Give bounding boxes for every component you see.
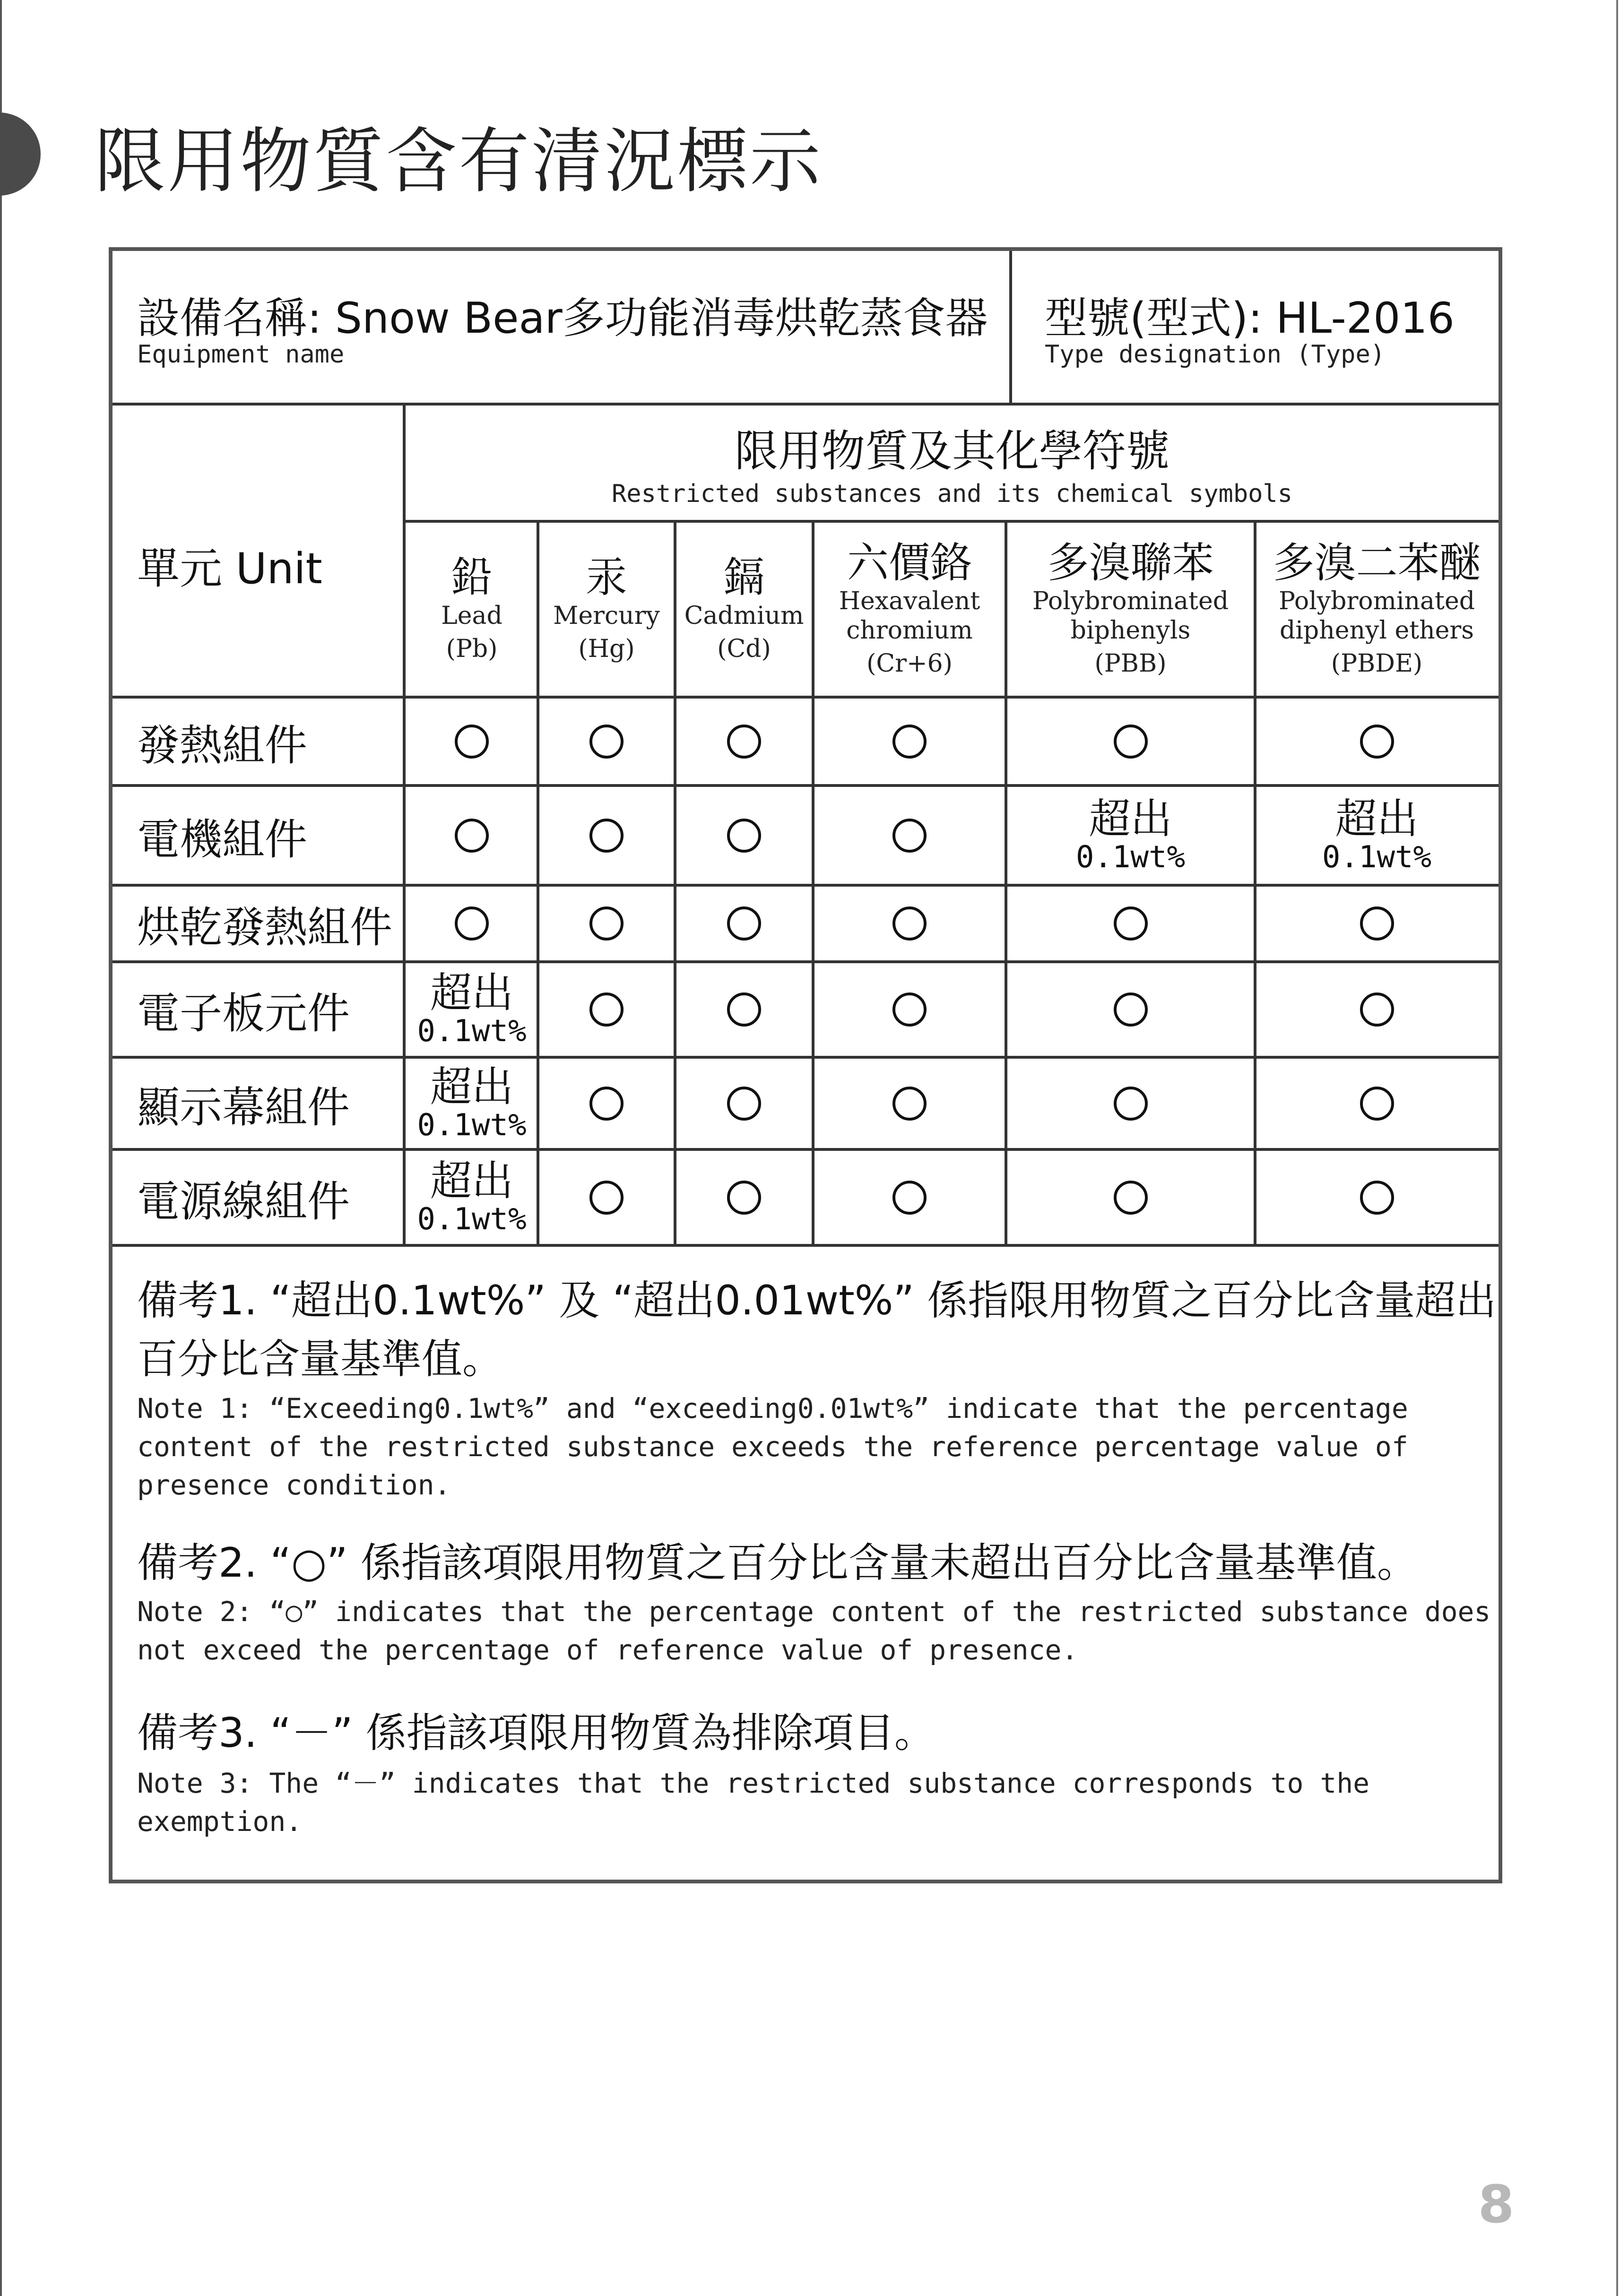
table-rule bbox=[1009, 251, 1012, 403]
below-limit-circle-icon bbox=[1114, 1087, 1148, 1121]
exceeds-limit-mark bbox=[1322, 794, 1432, 875]
substance-name-zh: 多溴聯苯 bbox=[1047, 538, 1214, 587]
type-designation-label: 型號(型式): HL-2016 bbox=[1045, 293, 1455, 343]
below-limit-circle-icon bbox=[1114, 1181, 1148, 1215]
table-cell bbox=[406, 1149, 538, 1245]
table-cell bbox=[406, 885, 538, 962]
substance-name-en: Lead bbox=[441, 602, 502, 630]
substance-name-zh: 六價鉻 bbox=[847, 538, 972, 587]
table-cell bbox=[813, 785, 1006, 885]
below-limit-circle-icon bbox=[727, 725, 761, 759]
table-rule bbox=[812, 520, 814, 1245]
table-rule bbox=[113, 1056, 1499, 1059]
below-limit-circle-icon bbox=[892, 819, 927, 853]
table-cell bbox=[538, 1057, 675, 1149]
substance-name-zh: 鉛 bbox=[450, 553, 493, 602]
table-rule bbox=[113, 784, 1499, 787]
chemical-symbol: (PBDE) bbox=[1331, 649, 1423, 678]
table-cell bbox=[1006, 962, 1255, 1057]
exceeds-value: 0.1wt% bbox=[417, 1201, 527, 1237]
table-cell bbox=[1255, 885, 1499, 962]
below-limit-circle-icon bbox=[892, 725, 927, 759]
substance-name-en: Polybrominated bbox=[1278, 587, 1475, 615]
below-limit-circle-icon bbox=[1360, 993, 1394, 1027]
below-limit-circle-icon bbox=[589, 1181, 624, 1215]
component-label: 電源線組件 bbox=[137, 1176, 350, 1226]
below-limit-circle-icon bbox=[589, 819, 624, 853]
table-cell bbox=[1006, 697, 1255, 785]
below-limit-circle-icon bbox=[892, 1087, 927, 1121]
table-rule bbox=[113, 884, 1499, 887]
table-rule bbox=[537, 520, 539, 1245]
substance-name-en-line2: biphenyls bbox=[1070, 616, 1191, 645]
substance-name-zh: 鎘 bbox=[723, 553, 765, 602]
substances-group-header-en: Restricted substances and its chemical symbols bbox=[611, 480, 1293, 508]
below-limit-circle-icon bbox=[1360, 1087, 1394, 1121]
table-rule bbox=[1254, 520, 1256, 1245]
exceeds-value: 0.1wt% bbox=[417, 1107, 527, 1143]
chemical-symbol: (Cr+6) bbox=[866, 649, 953, 678]
table-cell bbox=[406, 1057, 538, 1149]
exceeds-limit-mark bbox=[1075, 794, 1186, 875]
exceeds-limit-mark bbox=[417, 968, 527, 1049]
table-cell bbox=[406, 962, 538, 1057]
table-cell bbox=[538, 1149, 675, 1245]
component-label: 電機組件 bbox=[137, 814, 307, 864]
table-rule bbox=[403, 520, 1499, 523]
below-limit-circle-icon bbox=[727, 819, 761, 853]
below-limit-circle-icon bbox=[892, 993, 927, 1027]
table-cell bbox=[675, 697, 813, 785]
below-limit-circle-icon bbox=[727, 1181, 761, 1215]
below-limit-circle-icon bbox=[589, 906, 624, 941]
substance-name-en: Mercury bbox=[553, 602, 660, 630]
table-cell bbox=[813, 962, 1006, 1057]
component-label: 顯示幕組件 bbox=[137, 1082, 350, 1132]
below-limit-circle-icon bbox=[589, 725, 624, 759]
exceeds-value: 0.1wt% bbox=[417, 1014, 527, 1049]
below-limit-circle-icon bbox=[1114, 906, 1148, 941]
below-limit-circle-icon bbox=[1360, 1181, 1394, 1215]
table-cell bbox=[1255, 785, 1499, 885]
chemical-symbol: (Cd) bbox=[717, 635, 771, 663]
table-cell bbox=[813, 1149, 1006, 1245]
note-3-en: Note 3: The “－” indicates that the restricted substance corresponds to the exemption. bbox=[137, 1767, 1370, 1838]
substance-name-en: Polybrominated bbox=[1032, 587, 1229, 615]
exceeds-value: 0.1wt% bbox=[1075, 839, 1186, 875]
column-header bbox=[406, 526, 538, 696]
substance-name-en-line2: chromium bbox=[846, 616, 973, 645]
substance-name-zh: 汞 bbox=[585, 553, 627, 602]
table-cell bbox=[675, 962, 813, 1057]
below-limit-circle-icon bbox=[727, 1087, 761, 1121]
table-cell bbox=[1255, 1057, 1499, 1149]
exceeds-label: 超出 bbox=[430, 968, 513, 1017]
page-title: 限用物質含有清況標示 bbox=[95, 121, 823, 203]
substances-group-header-zh: 限用物質及其化學符號 bbox=[734, 426, 1170, 476]
note-2-zh: 備考2. “○” 係指該項限用物質之百分比含量未超出百分比含量基準值。 bbox=[137, 1539, 1418, 1587]
table-cell bbox=[675, 1149, 813, 1245]
column-header bbox=[1006, 526, 1255, 696]
table-cell bbox=[1006, 1057, 1255, 1149]
table-cell bbox=[538, 697, 675, 785]
exceeds-value: 0.1wt% bbox=[1322, 839, 1432, 875]
unit-header: 單元 Unit bbox=[137, 544, 322, 594]
chemical-symbol: (Pb) bbox=[446, 635, 498, 663]
exceeds-label: 超出 bbox=[430, 1062, 513, 1111]
substance-name-en-line2: diphenyl ethers bbox=[1280, 616, 1474, 645]
below-limit-circle-icon bbox=[892, 1181, 927, 1215]
table-cell bbox=[675, 885, 813, 962]
below-limit-circle-icon bbox=[1114, 725, 1148, 759]
exceeds-limit-mark bbox=[417, 1062, 527, 1143]
equipment-name-label: 設備名稱: Snow Bear多功能消毒烘乾蒸食器 bbox=[137, 293, 988, 343]
table-rule bbox=[113, 1148, 1499, 1151]
column-header bbox=[1255, 526, 1499, 696]
below-limit-circle-icon bbox=[1114, 993, 1148, 1027]
table-cell bbox=[406, 697, 538, 785]
substance-name-zh: 多溴二苯醚 bbox=[1273, 538, 1481, 587]
component-label: 發熱組件 bbox=[137, 720, 307, 770]
table-cell bbox=[675, 1057, 813, 1149]
exceeds-limit-mark bbox=[417, 1156, 527, 1237]
page-number: 8 bbox=[1478, 2174, 1515, 2235]
table-rule bbox=[113, 403, 1499, 406]
exceeds-label: 超出 bbox=[1335, 794, 1419, 843]
table-cell bbox=[675, 785, 813, 885]
below-limit-circle-icon bbox=[727, 993, 761, 1027]
table-cell bbox=[1006, 1149, 1255, 1245]
table-cell bbox=[813, 885, 1006, 962]
table-cell bbox=[1255, 962, 1499, 1057]
table-cell bbox=[538, 785, 675, 885]
table-rule bbox=[1005, 520, 1007, 1245]
note-1-en: Note 1: “Exceeding0.1wt%” and “exceeding0.01wt%” indicate that the percentage content of the restricted substance exceeds the reference percentage value of presence condition. bbox=[137, 1392, 1408, 1501]
component-label: 電子板元件 bbox=[137, 989, 350, 1038]
column-header bbox=[675, 526, 813, 696]
exceeds-label: 超出 bbox=[430, 1156, 513, 1205]
note-3-zh: 備考3. “－” 係指該項限用物質為排除項目。 bbox=[137, 1709, 935, 1757]
table-cell bbox=[813, 1057, 1006, 1149]
below-limit-circle-icon bbox=[892, 906, 927, 941]
table-rule bbox=[113, 960, 1499, 963]
column-header bbox=[813, 526, 1006, 696]
note-2-en: Note 2: “○” indicates that the percentage content of the restricted substance does not exceed the percentage of reference value of presence. bbox=[137, 1596, 1491, 1666]
table-cell bbox=[538, 885, 675, 962]
chemical-symbol: (Hg) bbox=[578, 635, 635, 663]
equipment-name-label-en: Equipment name bbox=[137, 340, 345, 369]
table-rule bbox=[113, 1244, 1499, 1247]
below-limit-circle-icon bbox=[727, 906, 761, 941]
below-limit-circle-icon bbox=[455, 725, 489, 759]
table-cell bbox=[406, 785, 538, 885]
column-header bbox=[538, 526, 675, 696]
below-limit-circle-icon bbox=[1360, 725, 1394, 759]
below-limit-circle-icon bbox=[1360, 906, 1394, 941]
component-label: 烘乾發熱組件 bbox=[137, 903, 392, 952]
substance-name-en: Hexavalent bbox=[839, 587, 980, 615]
type-designation-label-en: Type designation (Type) bbox=[1045, 340, 1386, 369]
table-cell bbox=[1006, 785, 1255, 885]
table-rule bbox=[403, 403, 406, 1245]
below-limit-circle-icon bbox=[589, 1087, 624, 1121]
table-cell bbox=[1255, 1149, 1499, 1245]
exceeds-label: 超出 bbox=[1089, 794, 1172, 843]
table-cell bbox=[1255, 697, 1499, 785]
below-limit-circle-icon bbox=[455, 819, 489, 853]
below-limit-circle-icon bbox=[455, 906, 489, 941]
substances-group-header bbox=[406, 416, 1499, 520]
substance-name-en: Cadmium bbox=[684, 602, 804, 630]
table-cell bbox=[1006, 885, 1255, 962]
table-rule bbox=[113, 696, 1499, 699]
table-cell bbox=[538, 962, 675, 1057]
table-cell bbox=[813, 697, 1006, 785]
table-rule bbox=[674, 520, 676, 1245]
below-limit-circle-icon bbox=[589, 993, 624, 1027]
chemical-symbol: (PBB) bbox=[1094, 649, 1167, 678]
note-1-zh: 備考1. “超出0.1wt%” 及 “超出0.01wt%” 係指限用物質之百分比含量超出百分比含量基準值。 bbox=[137, 1277, 1497, 1383]
